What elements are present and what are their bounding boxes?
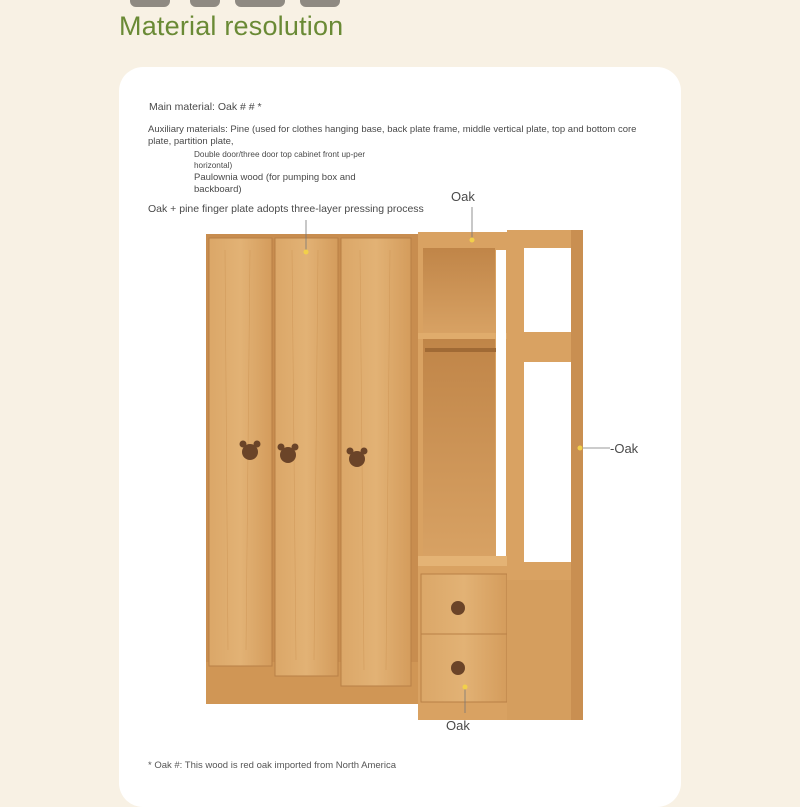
hanging-space	[423, 339, 495, 559]
drawer-upper-knob	[451, 601, 465, 615]
drawer-lower-knob	[451, 661, 465, 675]
main-material-label: Main material: Oak # # *	[149, 101, 262, 113]
frame-right-post	[571, 230, 583, 720]
finger-plate-label: Oak + pine finger plate adopts three-layer pressing process	[148, 203, 424, 215]
bottom-shelf	[418, 556, 510, 566]
door-note-label: Double door/three door top cabinet front up-per horizontal)	[194, 150, 366, 170]
section-title: Material resolution	[119, 11, 344, 41]
frame-opening-middle	[524, 362, 572, 562]
auxiliary-materials-label: Auxiliary materials: Pine (used for clothes hanging base, back plate frame, middle vertical plate, top and bottom core plate, partition plate,	[148, 124, 637, 148]
callout-oak-top: Oak	[451, 189, 475, 204]
frame-opening-upper	[524, 248, 572, 332]
door-left	[209, 238, 272, 666]
footnote: * Oak #: This wood is red oak imported from North America	[148, 760, 396, 771]
callout-oak-side: -Oak	[610, 441, 639, 456]
frame-gap	[496, 250, 506, 556]
callout-oak-bottom: Oak	[446, 718, 470, 733]
paulownia-label: Paulownia wood (for pumping box and backboard)	[194, 172, 356, 196]
upper-shelf-space	[423, 248, 495, 334]
